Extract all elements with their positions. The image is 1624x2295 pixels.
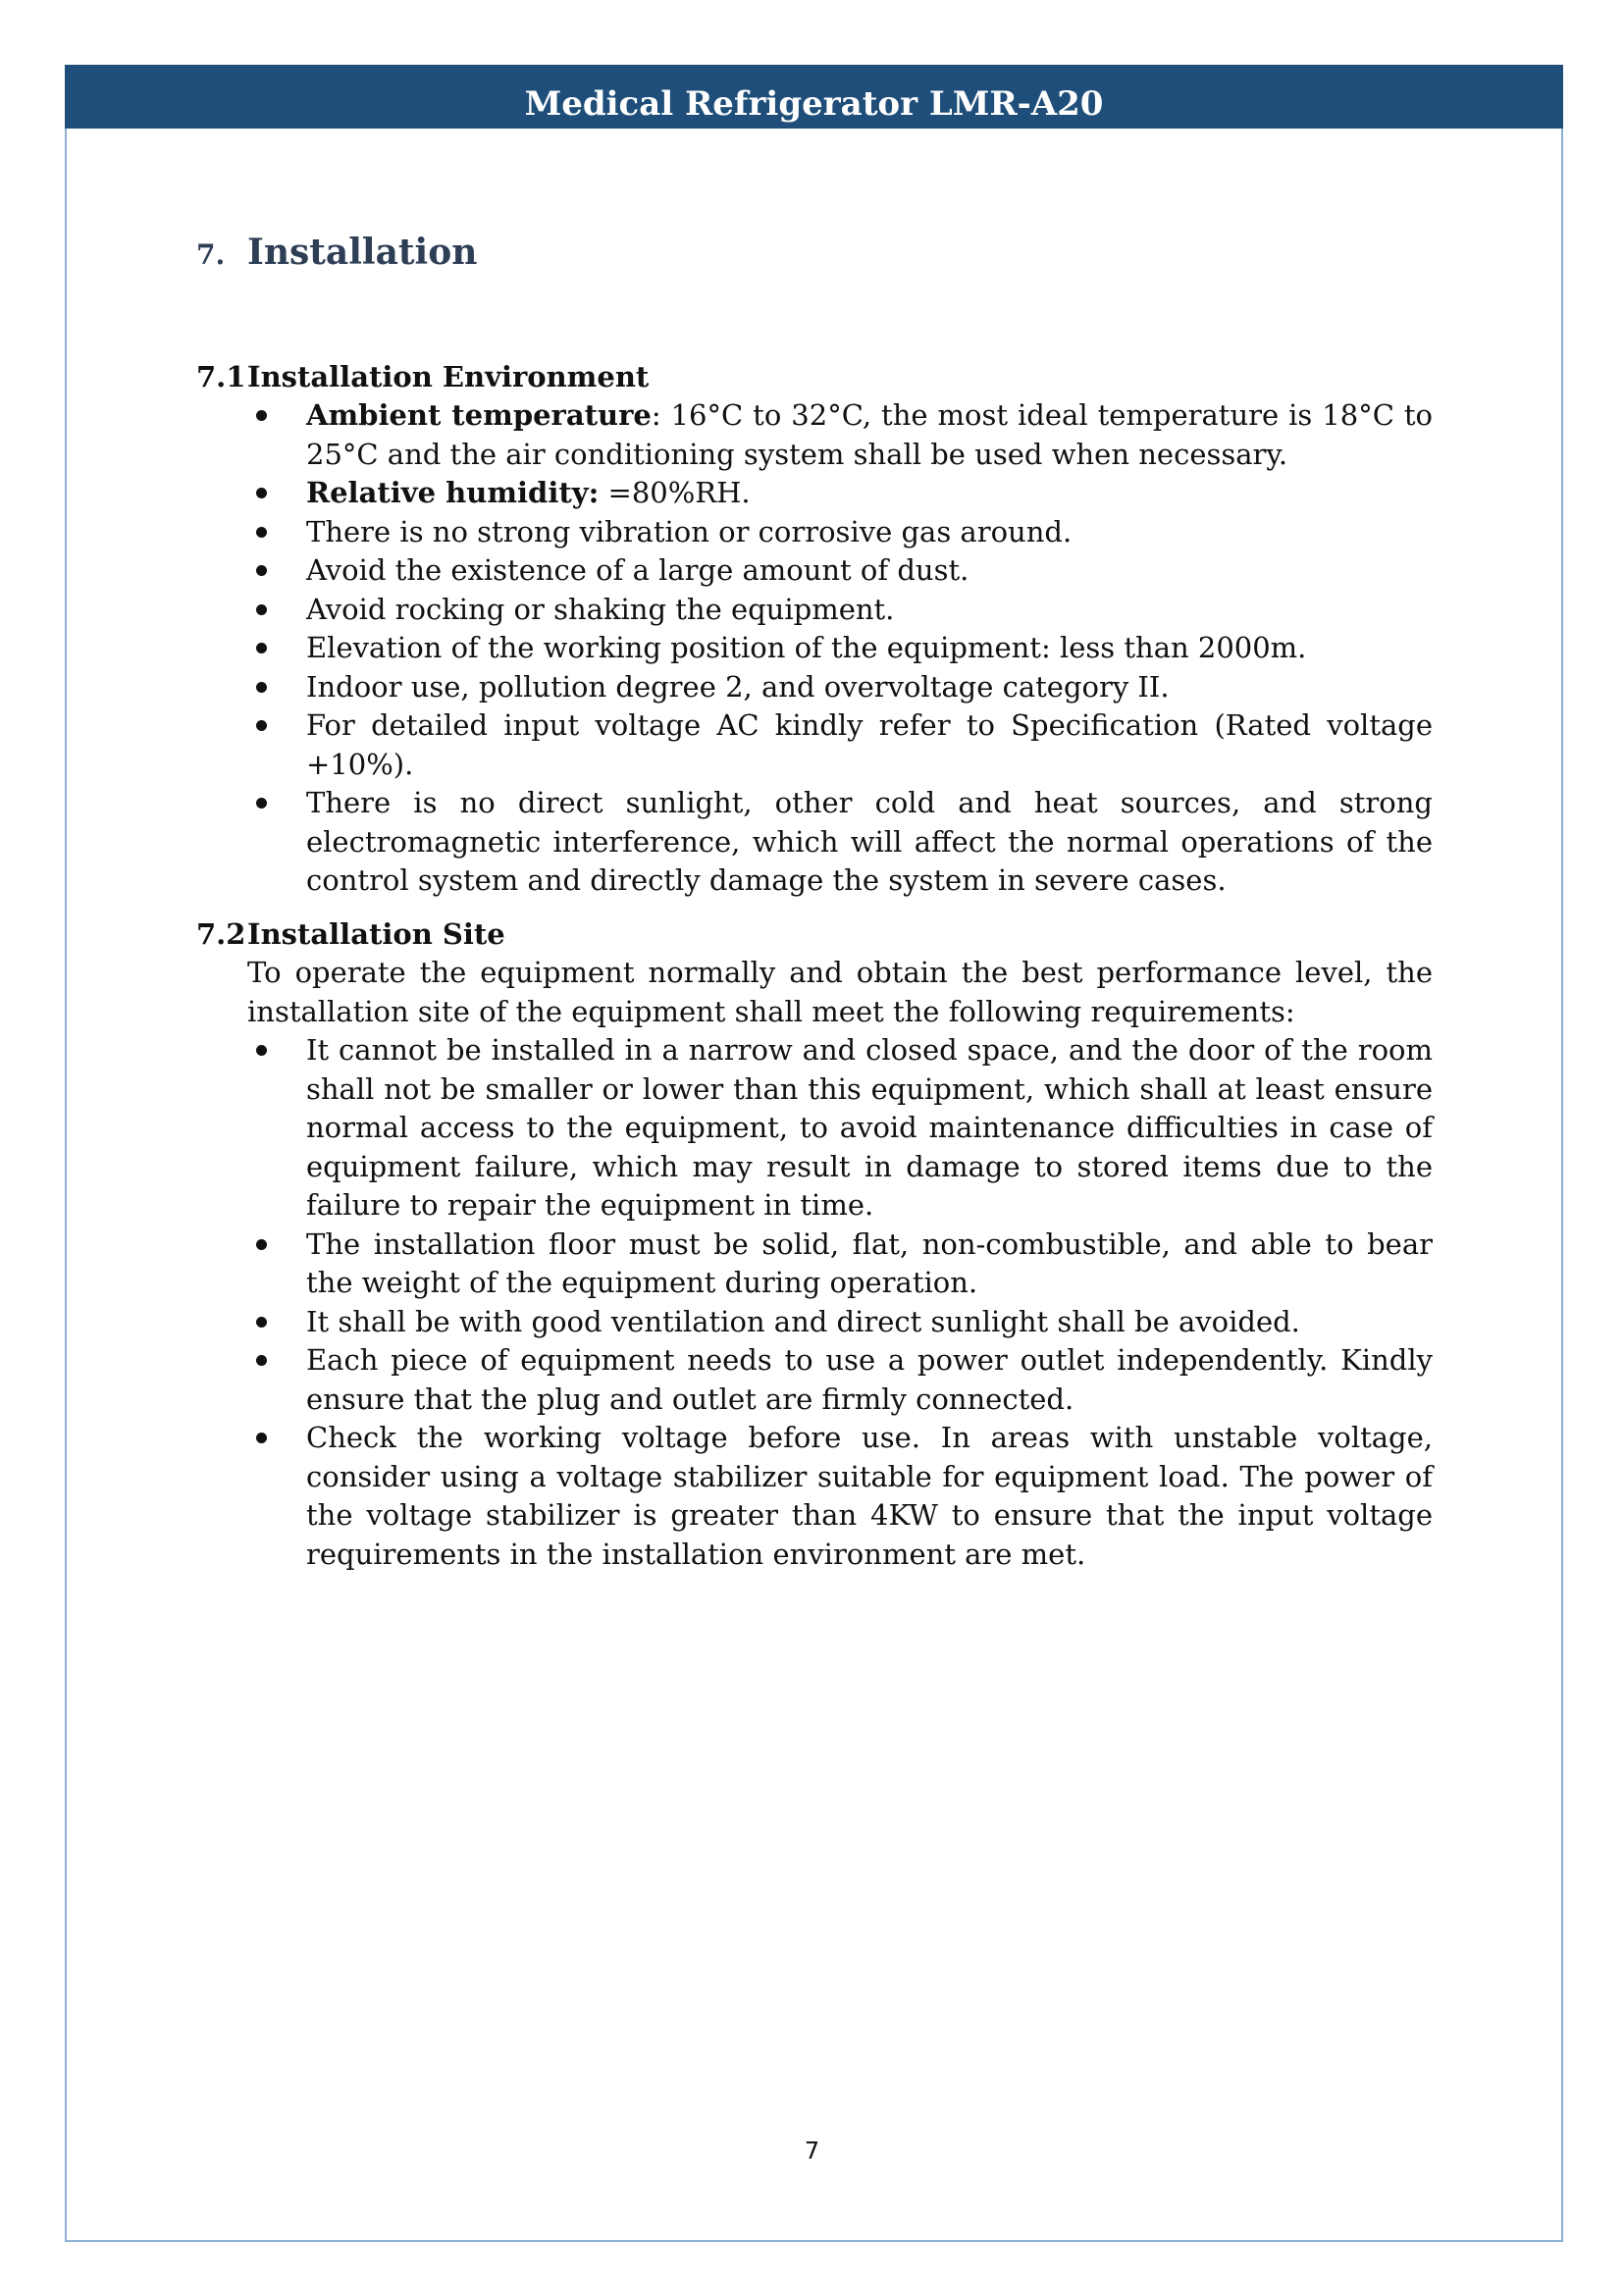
list-item bbox=[196, 591, 1433, 630]
list-item bbox=[196, 1341, 1433, 1419]
item-text: It shall be with good ventilation and direct sunlight shall be avoided. bbox=[306, 1304, 1300, 1338]
bullet-icon bbox=[256, 798, 267, 808]
section-number: 7.1 bbox=[196, 360, 246, 393]
list-item bbox=[196, 513, 1433, 552]
list-item bbox=[196, 1226, 1433, 1303]
bullet-icon bbox=[256, 1355, 267, 1366]
item-lead: Ambient temperature bbox=[306, 398, 652, 432]
section-installation-site bbox=[196, 914, 1433, 1574]
bullet-icon bbox=[256, 604, 267, 615]
chapter-heading bbox=[196, 232, 477, 273]
section-heading bbox=[196, 357, 1433, 396]
list-item bbox=[196, 551, 1433, 591]
list-item bbox=[196, 396, 1433, 474]
list-item bbox=[196, 1419, 1433, 1574]
section-title: Installation Environment bbox=[247, 360, 650, 393]
bullet-icon bbox=[256, 1317, 267, 1328]
site-list bbox=[196, 1031, 1433, 1574]
bullet-icon bbox=[256, 1045, 267, 1056]
list-item bbox=[196, 784, 1433, 901]
section-heading bbox=[196, 914, 1433, 954]
page-number: 7 bbox=[804, 2137, 820, 2165]
header-banner bbox=[65, 65, 1563, 129]
item-text: Check the working voltage before use. In areas with unstable voltage, consider using a voltage stabilizer suitable for equipment load. The power of the voltage stabilizer is greater than 4KW to ensure that the input voltage requirements in the installation environment are met. bbox=[306, 1421, 1433, 1571]
list-item bbox=[196, 629, 1433, 668]
bullet-icon bbox=[256, 682, 267, 693]
bullet-icon bbox=[256, 643, 267, 653]
list-item bbox=[196, 668, 1433, 707]
chapter-number: 7. bbox=[196, 238, 226, 271]
item-text: Elevation of the working position of the equipment: less than 2000m. bbox=[306, 631, 1307, 664]
item-text: Indoor use, pollution degree 2, and overvoltage category II. bbox=[306, 669, 1170, 704]
list-item bbox=[196, 1031, 1433, 1226]
bullet-icon bbox=[256, 720, 267, 731]
item-text: Avoid the existence of a large amount of dust. bbox=[306, 553, 969, 587]
item-text: Avoid rocking or shaking the equipment. bbox=[306, 592, 895, 626]
list-item bbox=[196, 1303, 1433, 1342]
section-title: Installation Site bbox=[247, 917, 505, 951]
item-text: There is no strong vibration or corrosive gas around. bbox=[306, 514, 1073, 548]
section-number: 7.2 bbox=[196, 917, 246, 951]
bullet-icon bbox=[256, 488, 267, 498]
chapter-title: Installation bbox=[247, 232, 478, 273]
header-title: Medical Refrigerator LMR-A20 bbox=[524, 84, 1104, 124]
bullet-icon bbox=[256, 410, 267, 421]
item-text: It cannot be installed in a narrow and closed space, and the door of the room shall not be smaller or lower than this equipment, which shall at least ensure normal access to the equipment, to avoid maintenance difficulties in case of equipment failure, which may result in damage to stored items due to the failure to repair the equipment in time. bbox=[306, 1033, 1433, 1222]
bullet-icon bbox=[256, 527, 267, 538]
item-lead: Relative humidity: bbox=[306, 476, 600, 509]
item-text: Each piece of equipment needs to use a power outlet independently. Kindly ensure that the plug and outlet are firmly connected. bbox=[306, 1343, 1433, 1416]
item-text: For detailed input voltage AC kindly refer to Specification (Rated voltage +10%). bbox=[306, 708, 1433, 781]
list-item bbox=[196, 474, 1433, 513]
item-text: There is no direct sunlight, other cold and heat sources, and strong electromagnetic interference, which will affect the normal operations of the control system and directly damage the system in severe cases. bbox=[306, 786, 1433, 897]
section-intro: To operate the equipment normally and obtain the best performance level, the installation site of the equipment shall meet the following requirements: bbox=[247, 956, 1433, 1028]
bullet-icon bbox=[256, 1433, 267, 1443]
item-text: =80%RH. bbox=[599, 476, 751, 509]
item-text: : 16°C to 32°C, the most ideal temperature is 18°C to 25°C and the air conditioning system shall be used when necessary. bbox=[306, 398, 1433, 471]
section-installation-environment bbox=[196, 357, 1433, 901]
bullet-icon bbox=[256, 565, 267, 576]
bullet-icon bbox=[256, 1239, 267, 1250]
list-item bbox=[196, 706, 1433, 784]
item-text: The installation floor must be solid, flat, non-combustible, and able to bear the weight of the equipment during operation. bbox=[306, 1226, 1433, 1299]
environment-list bbox=[196, 396, 1433, 901]
